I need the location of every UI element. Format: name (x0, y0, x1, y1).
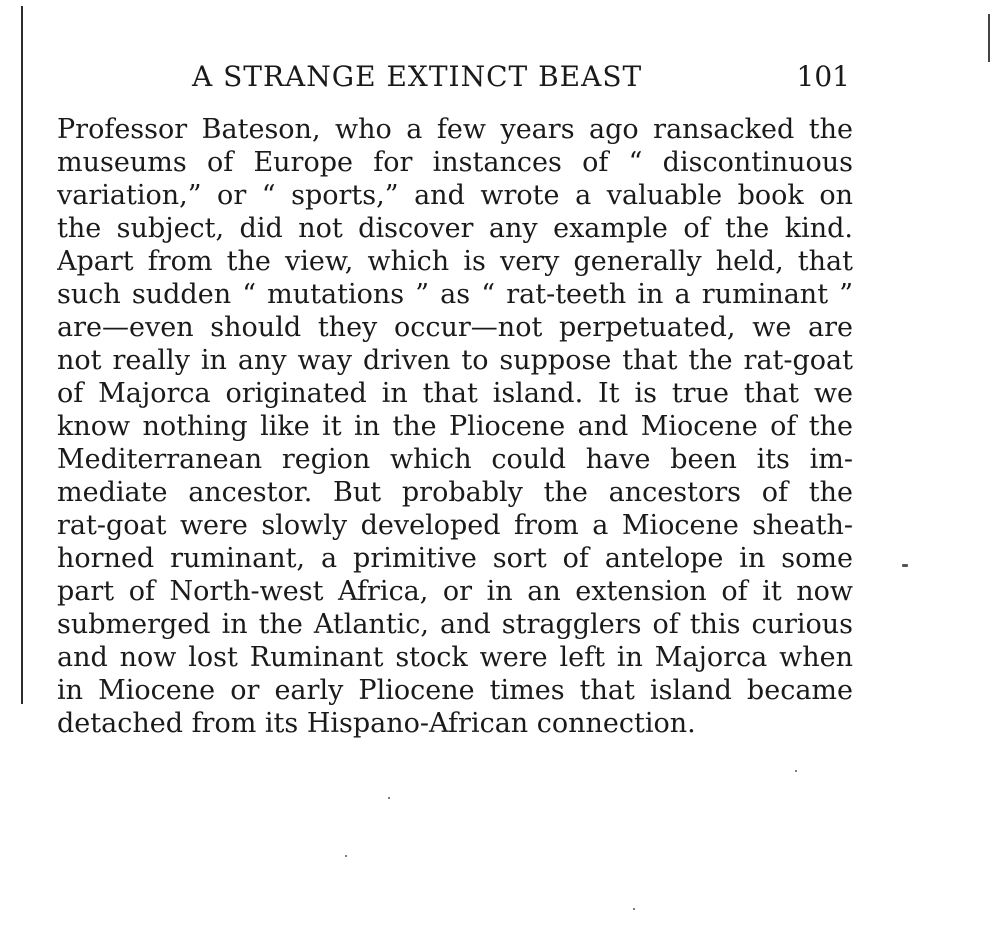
text-line: of Majorca originated in that island. It is true that we (57, 378, 853, 409)
text-line: detached from its Hispano-African connection. (57, 708, 696, 739)
scan-speck (388, 797, 390, 799)
text-line: in Miocene or early Pliocene times that island became (57, 675, 853, 706)
scan-speck (633, 908, 635, 910)
text-line: mediate ancestor. But probably the ancestors of the (57, 477, 853, 508)
text-line: and now lost Ruminant stock were left in Majorca when (57, 642, 853, 673)
body-paragraph (57, 113, 853, 740)
text-line: are—even should they occur—not perpetuated, we are (57, 312, 853, 343)
text-line: such sudden “ mutations ” as “ rat-teeth in a ruminant ” (57, 279, 853, 310)
text-line: horned ruminant, a primitive sort of antelope in some (57, 543, 853, 574)
running-head-title: A STRANGE EXTINCT BEAST (192, 60, 643, 93)
text-line: submerged in the Atlantic, and stragglers of this curious (57, 609, 853, 640)
text-line: part of North-west Africa, or in an extension of it now (57, 576, 853, 607)
text-line: variation,” or “ sports,” and wrote a valuable book on (57, 180, 853, 211)
text-line: not really in any way driven to suppose that the rat-goat (57, 345, 853, 376)
text-line: Professor Bateson, who a few years ago ransacked the (57, 114, 853, 145)
scan-speck (902, 564, 908, 567)
scan-edge-mark (988, 14, 990, 62)
running-head (60, 58, 852, 98)
text-line: Apart from the view, which is very generally held, that (57, 246, 853, 277)
text-line: Mediterranean region which could have been its im- (57, 444, 853, 475)
page-number: 101 (796, 60, 850, 93)
text-line: the subject, did not discover any example of the kind. (57, 213, 853, 244)
text-line: know nothing like it in the Pliocene and Miocene of the (57, 411, 853, 442)
scan-speck (795, 770, 797, 772)
binding-edge-line (21, 6, 23, 704)
scan-speck (345, 855, 347, 857)
text-line: museums of Europe for instances of “ discontinuous (57, 147, 853, 178)
text-line: rat-goat were slowly developed from a Miocene sheath- (57, 510, 853, 541)
